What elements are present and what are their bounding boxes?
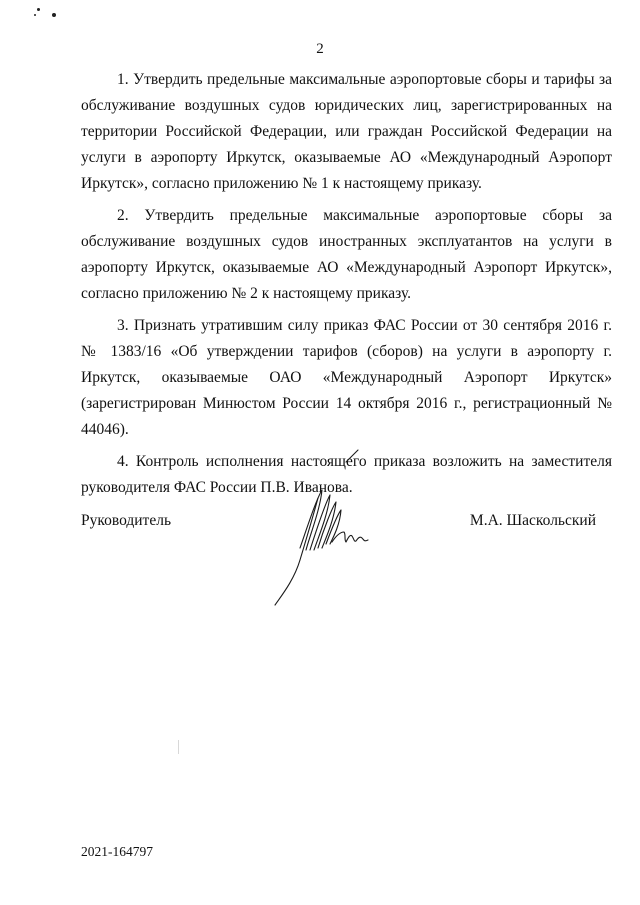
scan-speck bbox=[37, 8, 40, 11]
paragraph-4: 4. Контроль исполнения настоящего приказа возложить на заместителя руководителя ФАС России П.В. Иванова. bbox=[81, 453, 612, 496]
handwritten-signature bbox=[270, 440, 390, 610]
scan-artifact bbox=[178, 740, 179, 754]
document-code: 2021-164797 bbox=[81, 844, 153, 859]
position-title: Руководитель bbox=[81, 512, 172, 529]
scan-speck bbox=[34, 14, 36, 16]
paragraph-2: 2. Утвердить предельные максимальные аэропортовые сборы за обслуживание воздушных судов иностранных эксплуатантов на услуги в аэропорту Иркутск, оказываемые АО «Международный Аэропорт Иркутск», согласно приложению № 2 к настоящему приказу. bbox=[81, 207, 612, 302]
page-number: 2 bbox=[316, 41, 324, 57]
paragraph-1: 1. Утвердить предельные максимальные аэропортовые сборы и тарифы за обслуживание воздушных судов юридических лиц, зарегистрированных на территории Российской Федерации, или граждан Российской Федерации на услуги в аэропорту Иркутск, оказываемые АО «Международный Аэропорт Иркутск», согласно приложению № 1 к настоящему приказу. bbox=[81, 71, 612, 192]
scan-speck bbox=[52, 13, 56, 17]
paragraph-3: 3. Признать утратившим силу приказ ФАС России от 30 сентября 2016 г. № 1383/16 «Об утверждении тарифов (сборов) на услуги в аэропорту г. Иркутск, оказываемые ОАО «Международный Аэропорт Иркутск» (зарегистрирован Минюстом России 14 октября 2016 г., регистрационный № 44046). bbox=[81, 317, 612, 438]
signer-name: М.А. Шаскольский bbox=[469, 512, 596, 529]
